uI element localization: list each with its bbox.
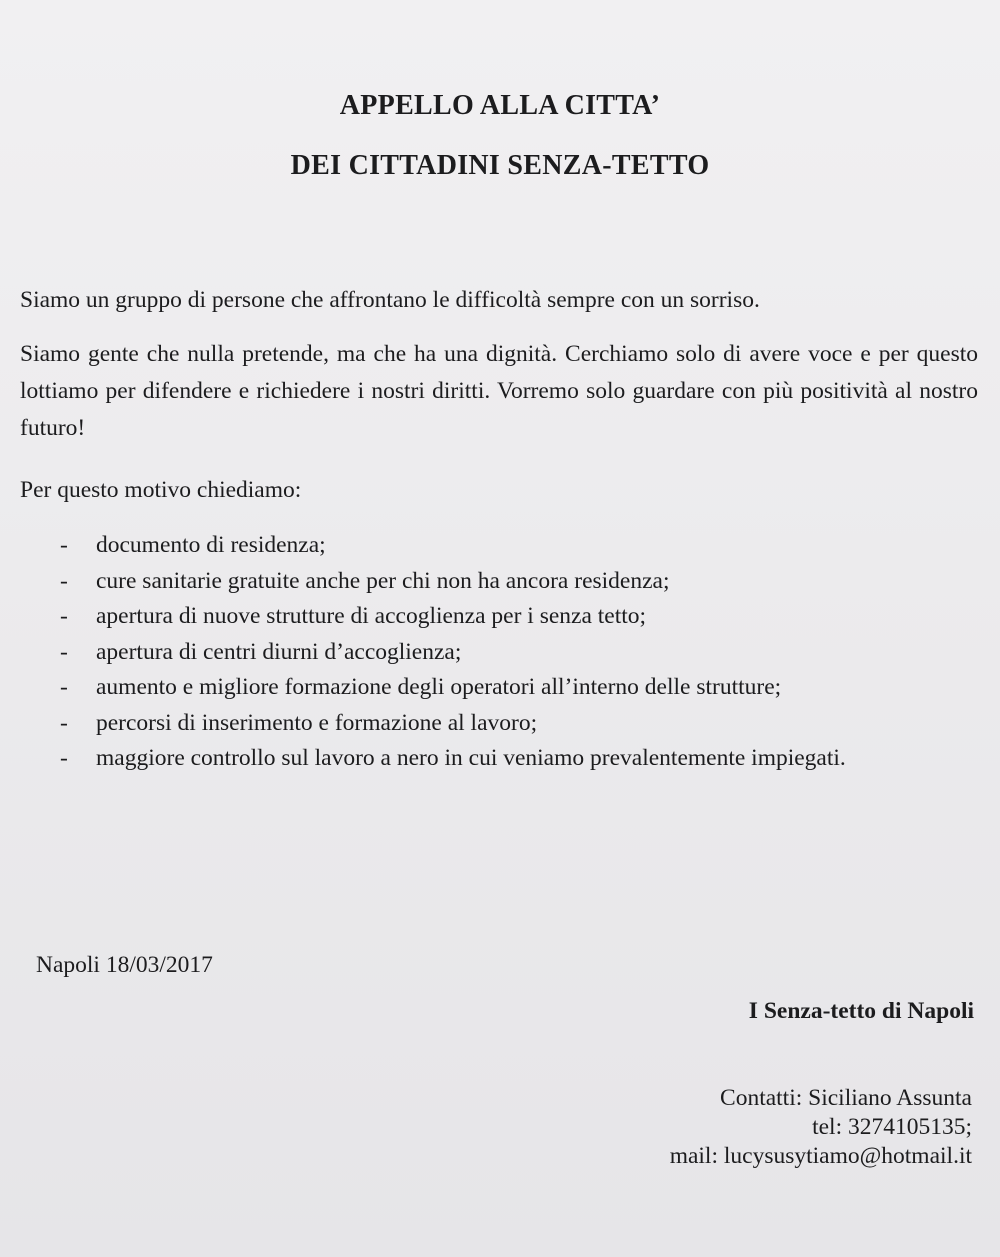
title-line-1: APPELLO ALLA CITTA’: [339, 90, 661, 121]
intro-paragraph: Siamo un gruppo di persone che affrontano le difficoltà sempre con un sorriso.: [20, 287, 760, 313]
title-line-2: DEI CITTADINI SENZA-TETTO: [290, 150, 710, 181]
list-dash: -: [60, 745, 68, 771]
list-item-text: cure sanitarie gratuite anche per chi non ha ancora residenza;: [96, 567, 670, 594]
list-dash: -: [60, 674, 68, 700]
list-dash: -: [60, 603, 68, 629]
signature: I Senza-tetto di Napoli: [748, 998, 974, 1024]
contact-name: Contatti: Siciliano Assunta: [720, 1085, 972, 1111]
request-intro: Per questo motivo chiediamo:: [20, 477, 302, 503]
list-item-text: maggiore controllo sul lavoro a nero in cui veniamo prevalentemente impiegati.: [96, 745, 846, 771]
dignity-paragraph: Siamo gente che nulla pretende, ma che ha una dignità. Cerchiamo solo di avere voce e per questo lottiamo per difendere e richiedere i nostri diritti. Vorremo solo guardare con più positività al nostro futuro!: [20, 341, 978, 441]
place-date: Napoli 18/03/2017: [36, 952, 213, 978]
list-dash: -: [60, 638, 68, 665]
list-item-text: apertura di centri diurni d’accoglienza;: [96, 638, 462, 665]
list-dash: -: [60, 567, 68, 594]
list-item: [60, 564, 976, 600]
contact-block: [670, 1084, 972, 1171]
list-item-text: percorsi di inserimento e formazione al lavoro;: [96, 709, 538, 736]
list-item: [60, 706, 976, 742]
contact-email: mail: lucysusytiamo@hotmail.it: [669, 1143, 972, 1169]
list-dash: -: [60, 709, 68, 736]
list-dash: -: [60, 532, 68, 558]
requests-list: [60, 528, 976, 777]
list-item: [60, 528, 976, 564]
list-item-text: documento di residenza;: [96, 532, 326, 558]
list-item-text: aumento e migliore formazione degli operatori all’interno delle strutture;: [96, 674, 782, 700]
list-item-text: apertura di nuove strutture di accoglienza per i senza tetto;: [96, 603, 647, 629]
list-item: [60, 599, 976, 635]
list-item: [60, 670, 976, 706]
contact-phone: tel: 3274105135;: [812, 1114, 972, 1140]
list-item: [60, 635, 976, 671]
list-item: [60, 741, 976, 777]
